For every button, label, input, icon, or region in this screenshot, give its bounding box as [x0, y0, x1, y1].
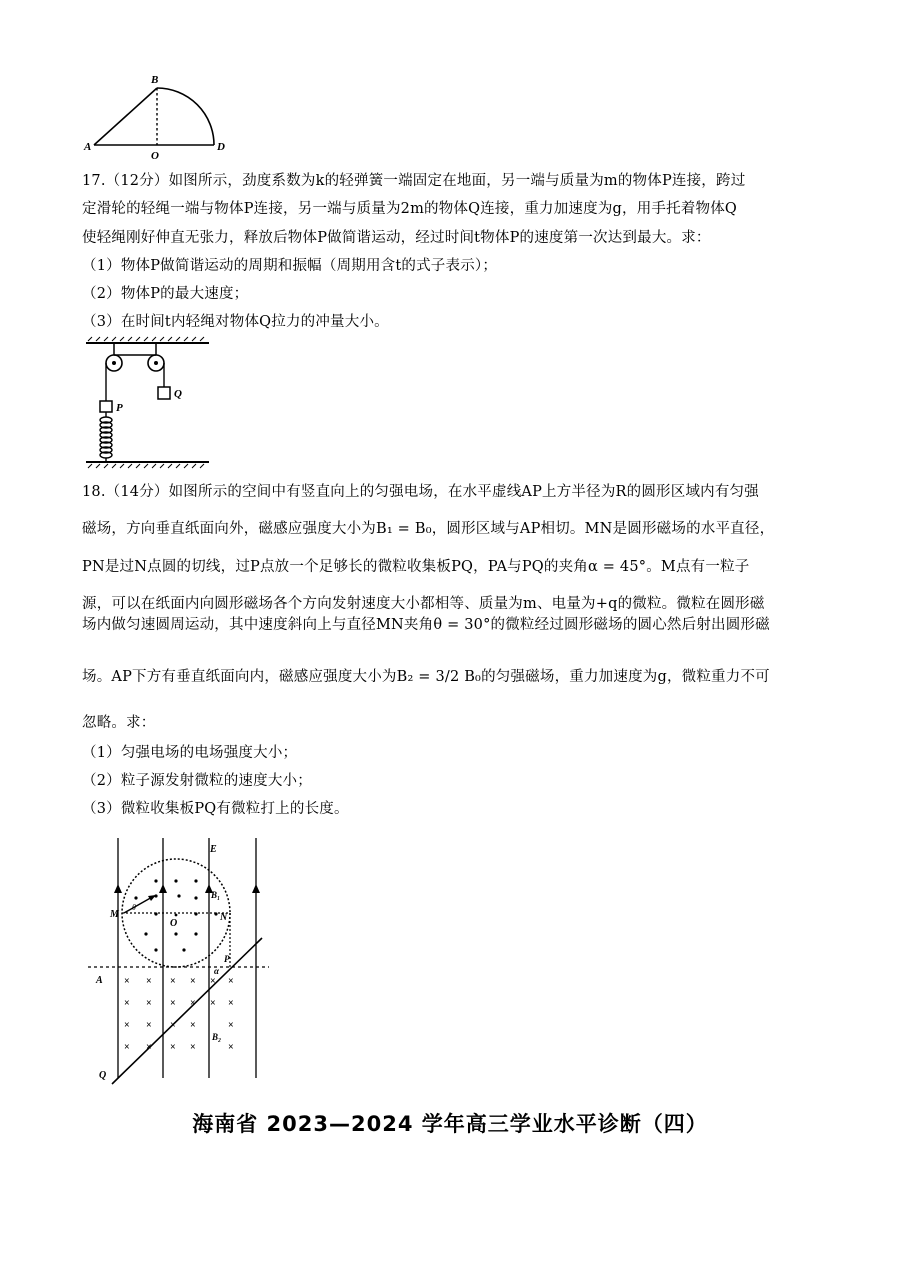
- q18-line-4: 源，可以在纸面内向圆形磁场各个方向发射速度大小都相等、质量为m、电量为+q的微粒。微粒在圆形磁: [82, 596, 765, 612]
- label-b1: B₁: [211, 890, 221, 900]
- figure-spring-pulley: [84, 335, 214, 470]
- svg-text:×: ×: [190, 976, 196, 987]
- label-q: Q: [99, 1070, 107, 1081]
- label-b2: B₂: [212, 1032, 222, 1042]
- q17-part-3: （3）在时间t内轻绳对物体Q拉力的冲量大小。: [82, 314, 389, 330]
- q18-line-7: 忽略。求：: [82, 715, 156, 731]
- svg-text:×: ×: [190, 1042, 196, 1053]
- label-m: M: [110, 909, 119, 920]
- q17-line-2: 定滑轮的轻绳一端与物体P连接，另一端与质量为2m的物体Q连接，重力加速度为g，用手托着物体Q: [82, 201, 737, 217]
- q18-line-6: 场。AP下方有垂直纸面向内，磁感应强度大小为B₂ = 3/2 B₀的匀强磁场，重力加速度为g，微粒重力不可: [82, 669, 770, 685]
- q17-line-3: 使轻绳刚好伸直无张力，释放后物体P做简谐运动，经过时间t物体P的速度第一次达到最大。求：: [82, 230, 711, 246]
- svg-text:×: ×: [170, 1020, 176, 1031]
- label-a: A: [84, 141, 92, 153]
- svg-text:×: ×: [124, 976, 130, 987]
- svg-text:×: ×: [190, 1020, 196, 1031]
- svg-text:×: ×: [124, 1042, 130, 1053]
- svg-text:×: ×: [124, 1020, 130, 1031]
- label-o: O: [151, 150, 159, 162]
- svg-text:×: ×: [170, 976, 176, 987]
- svg-text:×: ×: [146, 998, 152, 1009]
- label-o: O: [170, 918, 178, 929]
- label-alpha: α: [214, 966, 219, 976]
- svg-text:×: ×: [210, 976, 216, 987]
- q18-part-2: （2）粒子源发射微粒的速度大小；: [82, 773, 312, 789]
- q18-part-3: （3）微粒收集板PQ有微粒打上的长度。: [82, 801, 349, 817]
- svg-text:×: ×: [228, 976, 234, 987]
- q17-part-1: （1）物体P做简谐运动的周期和振幅（周期用含t的式子表示）；: [82, 258, 498, 274]
- label-d: D: [217, 141, 225, 153]
- svg-text:×: ×: [228, 1042, 234, 1053]
- label-q: Q: [174, 388, 182, 400]
- svg-text:×: ×: [146, 976, 152, 987]
- label-b: B: [151, 74, 159, 86]
- label-theta: θ: [132, 903, 136, 912]
- svg-text:×: ×: [146, 1020, 152, 1031]
- svg-text:×: ×: [146, 1042, 152, 1053]
- svg-text:×: ×: [170, 1042, 176, 1053]
- svg-text:×: ×: [228, 998, 234, 1009]
- label-e: E: [210, 844, 217, 855]
- q17-line-1: 17.（12分）如图所示，劲度系数为k的轻弹簧一端固定在地面，另一端与质量为m的物体P连接，跨过: [82, 173, 746, 189]
- svg-text:×: ×: [228, 1020, 234, 1031]
- label-p: P: [116, 402, 123, 414]
- label-n: N: [220, 912, 228, 923]
- q18-line-1: 18.（14分）如图所示的空间中有竖直向上的匀强电场，在水平虚线AP上方半径为R的圆形区域内有匀强: [82, 484, 759, 500]
- label-a: A: [96, 975, 103, 986]
- figure-magnetic-field: [84, 828, 284, 1093]
- label-p: P: [224, 954, 230, 964]
- q18-line-2: 磁场，方向垂直纸面向外，磁感应强度大小为B₁ = B₀，圆形区域与AP相切。MN是圆形磁场的水平直径，: [82, 521, 775, 537]
- svg-text:×: ×: [210, 998, 216, 1009]
- figure-semicircle: [80, 70, 250, 162]
- q18-line-3: PN是过N点圆的切线，过P点放一个足够长的微粒收集板PQ，PA与PQ的夹角α = 45°。M点有一粒子: [82, 559, 750, 575]
- q18-line-5: 场内做匀速圆周运动，其中速度斜向上与直径MN夹角θ = 30°的微粒经过圆形磁场的圆心然后射出圆形磁: [82, 617, 770, 633]
- q17-part-2: （2）物体P的最大速度；: [82, 286, 249, 302]
- q18-part-1: （1）匀强电场的电场强度大小；: [82, 745, 298, 761]
- svg-text:×: ×: [190, 998, 196, 1009]
- svg-text:×: ×: [170, 998, 176, 1009]
- svg-text:×: ×: [124, 998, 130, 1009]
- exam-title: 海南省 2023—2024 学年高三学业水平诊断（四）: [192, 1112, 708, 1136]
